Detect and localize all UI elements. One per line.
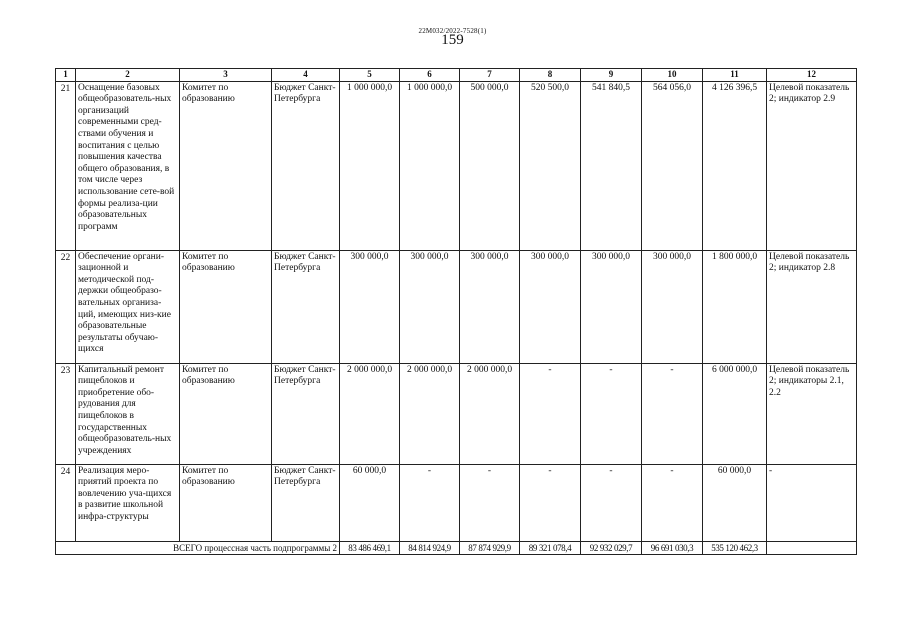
page-number: 159 <box>441 32 464 48</box>
activity-name: Оснащение базовых общеобразователь-ных организаций современными сред-ствами обучения и воспитания с целью повышения качества общего образования, в том числе через использование сете-вой формы реализа-ции образовательных программ <box>76 81 180 250</box>
row-number: 22 <box>56 250 76 363</box>
value-col8: 520 500,0 <box>520 81 581 250</box>
value-col8: - <box>520 363 581 464</box>
col-header-6: 6 <box>400 69 460 82</box>
total-col7: 87 874 929,9 <box>460 541 520 554</box>
value-col10: 300 000,0 <box>642 250 703 363</box>
col-header-5: 5 <box>340 69 400 82</box>
value-col7: - <box>460 464 520 541</box>
executor: Комитет по образованию <box>180 250 272 363</box>
total-label: ВСЕГО процессная часть подпрограммы 2 <box>56 541 340 554</box>
value-col7: 300 000,0 <box>460 250 520 363</box>
value-col5: 1 000 000,0 <box>340 81 400 250</box>
funding-source: Бюджет Санкт-Петербурга <box>272 81 340 250</box>
target-indicator: - <box>767 464 857 541</box>
total-col8: 89 321 078,4 <box>520 541 581 554</box>
value-col6: 2 000 000,0 <box>400 363 460 464</box>
col-header-9: 9 <box>581 69 642 82</box>
value-col10: - <box>642 464 703 541</box>
col-header-7: 7 <box>460 69 520 82</box>
table-row <box>56 464 857 541</box>
document-id: 22М032/2022-7528(1) <box>418 27 487 35</box>
total-row <box>56 541 857 554</box>
total-col5: 83 486 469,1 <box>340 541 400 554</box>
funding-source: Бюджет Санкт-Петербурга <box>272 250 340 363</box>
total-col9: 92 932 029,7 <box>581 541 642 554</box>
value-col9: 300 000,0 <box>581 250 642 363</box>
funding-source: Бюджет Санкт-Петербурга <box>272 363 340 464</box>
value-total: 4 126 396,5 <box>703 81 767 250</box>
budget-table <box>55 68 857 555</box>
total-col6: 84 814 924,9 <box>400 541 460 554</box>
value-col5: 2 000 000,0 <box>340 363 400 464</box>
executor: Комитет по образованию <box>180 464 272 541</box>
target-indicator: Целевой показатель 2; индикатор 2.8 <box>767 250 857 363</box>
value-col7: 2 000 000,0 <box>460 363 520 464</box>
value-col5: 60 000,0 <box>340 464 400 541</box>
col-header-10: 10 <box>642 69 703 82</box>
table-row <box>56 81 857 250</box>
row-number: 21 <box>56 81 76 250</box>
total-col10: 96 691 030,3 <box>642 541 703 554</box>
value-col5: 300 000,0 <box>340 250 400 363</box>
total-col12 <box>767 541 857 554</box>
value-col7: 500 000,0 <box>460 81 520 250</box>
table-row <box>56 250 857 363</box>
value-total: 6 000 000,0 <box>703 363 767 464</box>
value-total: 60 000,0 <box>703 464 767 541</box>
value-col9: - <box>581 464 642 541</box>
col-header-1: 1 <box>56 69 76 82</box>
value-col10: - <box>642 363 703 464</box>
target-indicator: Целевой показатель 2; индикаторы 2.1, 2.2 <box>767 363 857 464</box>
header-row <box>56 69 857 82</box>
col-header-12: 12 <box>767 69 857 82</box>
target-indicator: Целевой показатель 2; индикатор 2.9 <box>767 81 857 250</box>
value-col8: - <box>520 464 581 541</box>
value-col8: 300 000,0 <box>520 250 581 363</box>
row-number: 24 <box>56 464 76 541</box>
col-header-8: 8 <box>520 69 581 82</box>
funding-source: Бюджет Санкт-Петербурга <box>272 464 340 541</box>
value-col9: 541 840,5 <box>581 81 642 250</box>
col-header-4: 4 <box>272 69 340 82</box>
table-row <box>56 363 857 464</box>
value-col6: - <box>400 464 460 541</box>
value-col6: 1 000 000,0 <box>400 81 460 250</box>
activity-name: Реализация меро-приятий проекта по вовлечению уча-щихся в развитие школьной инфра-структуры <box>76 464 180 541</box>
executor: Комитет по образованию <box>180 363 272 464</box>
col-header-11: 11 <box>703 69 767 82</box>
executor: Комитет по образованию <box>180 81 272 250</box>
activity-name: Капитальный ремонт пищеблоков и приобретение обо-рудования для пищеблоков в государственных общеобразователь-ных учреждениях <box>76 363 180 464</box>
value-col10: 564 056,0 <box>642 81 703 250</box>
col-header-3: 3 <box>180 69 272 82</box>
activity-name: Обеспечение органи-зационной и методической под-держки общеобразо-вательных организа-ций, имеющих низ-кие образовательные результаты обучаю-щихся <box>76 250 180 363</box>
col-header-2: 2 <box>76 69 180 82</box>
row-number: 23 <box>56 363 76 464</box>
value-col6: 300 000,0 <box>400 250 460 363</box>
value-total: 1 800 000,0 <box>703 250 767 363</box>
total-col11: 535 120 462,3 <box>703 541 767 554</box>
value-col9: - <box>581 363 642 464</box>
